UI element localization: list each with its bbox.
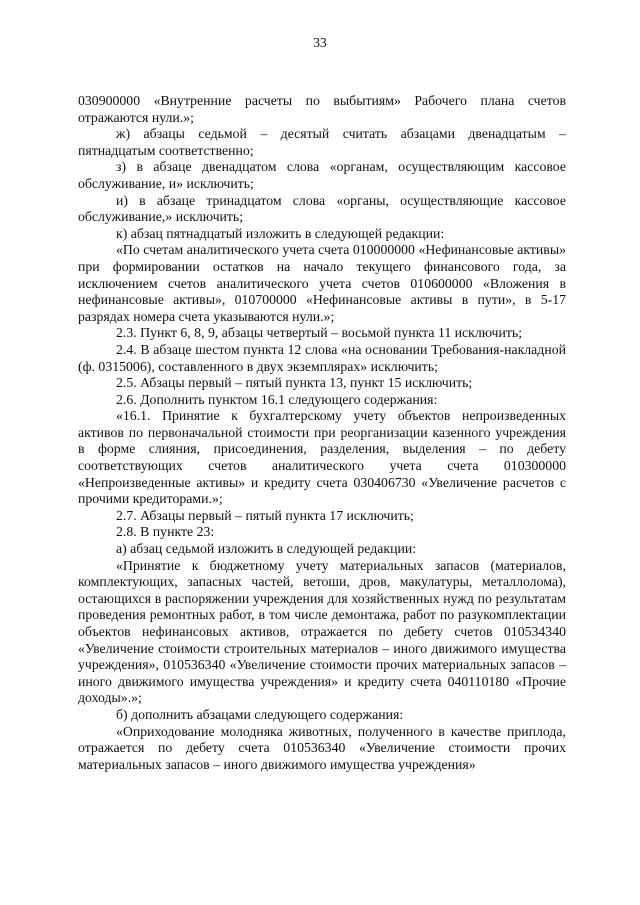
page-number: 33 bbox=[313, 35, 327, 50]
paragraph-item-zh: ж) абзацы седьмой – десятый считать абзацами двенадцатым – пятнадцатым соответственно; bbox=[78, 126, 566, 158]
paragraph-quote-material-reserves: «Принятие к бюджетному учету материальных запасов (материалов, комплектующих, запасных частей, ветоши, дров, макулатуры, металлолома), остающихся в распоряжении учреждения для хозяйственных нужд по результатам проведения ремонтных работ, в том числе демонтажа, работ по разукомплектации объектов нефинансовых активов, отражается по дебету счетов 010534340 «Увеличение стоимости строительных материалов – иного движимого имущества учреждения», 010536340 «Увеличение стоимости прочих материальных запасов – иного движимого имущества учреждения» и кредиту счета 040110180 «Прочие доходы».»; bbox=[78, 557, 566, 706]
paragraph-continuation: 030900000 «Внутренние расчеты по выбытиям» Рабочего плана счетов отражаются нули.»; bbox=[78, 93, 566, 125]
paragraph-item-z: з) в абзаце двенадцатом слова «органам, осуществляющим кассовое обслуживание, и» исключить; bbox=[78, 159, 566, 191]
paragraph-quote-livestock: «Оприходование молодняка животных, полученного в качестве приплода, отражается по дебету счета 010536340 «Увеличение стоимости прочих материальных запасов – иного движимого имущества учреждения» bbox=[78, 723, 566, 772]
paragraph-2-4: 2.4. В абзаце шестом пункта 12 слова «на основании Требования-накладной (ф. 0315006), составленного в двух экземплярах» исключить; bbox=[78, 341, 566, 374]
paragraph-2-5: 2.5. Абзацы первый – пятый пункта 13, пункт 15 исключить; bbox=[116, 375, 473, 391]
paragraph-item-b: б) дополнить абзацами следующего содержания: bbox=[116, 706, 404, 722]
paragraph-2-3: 2.3. Пункт 6, 8, 9, абзацы четвертый – восьмой пункта 11 исключить; bbox=[116, 325, 523, 341]
paragraph-quote-16-1: «16.1. Принятие к бухгалтерскому учету объектов непроизведенных активов по первоначальной стоимости при реорганизации казенного учреждения в форме слияния, присоединения, разделения, выделения – по дебету соответствующих счетов аналитического учета счета 010300000 «Непроизведенные активы» и кредиту счета 030406730 «Увеличение расчетов с прочими кредиторами.»; bbox=[78, 408, 566, 507]
paragraph-quote-nonfinancial-assets: «По счетам аналитического учета счета 010000000 «Нефинансовые активы» при формировании остатков на начало текущего финансового года, за исключением счетов аналитического учета счетов 010600000 «Вложения в нефинансовые активы», 010700000 «Нефинансовые активы в пути», в 5-17 разрядах номера счета указываются нули.»; bbox=[78, 242, 566, 324]
paragraph-2-8: 2.8. В пункте 23: bbox=[116, 524, 215, 540]
paragraph-item-k: к) абзац пятнадцатый изложить в следующей редакции: bbox=[116, 225, 445, 241]
document-body bbox=[78, 93, 566, 773]
paragraph-item-i: и) в абзаце тринадцатом слова «органы, осуществляющие кассовое обслуживание,» исключить; bbox=[78, 192, 566, 225]
paragraph-2-6: 2.6. Дополнить пунктом 16.1 следующего содержания: bbox=[116, 391, 438, 407]
paragraph-2-7: 2.7. Абзацы первый – пятый пункта 17 исключить; bbox=[116, 507, 414, 523]
paragraph-item-a: а) абзац седьмой изложить в следующей редакции: bbox=[116, 541, 417, 557]
